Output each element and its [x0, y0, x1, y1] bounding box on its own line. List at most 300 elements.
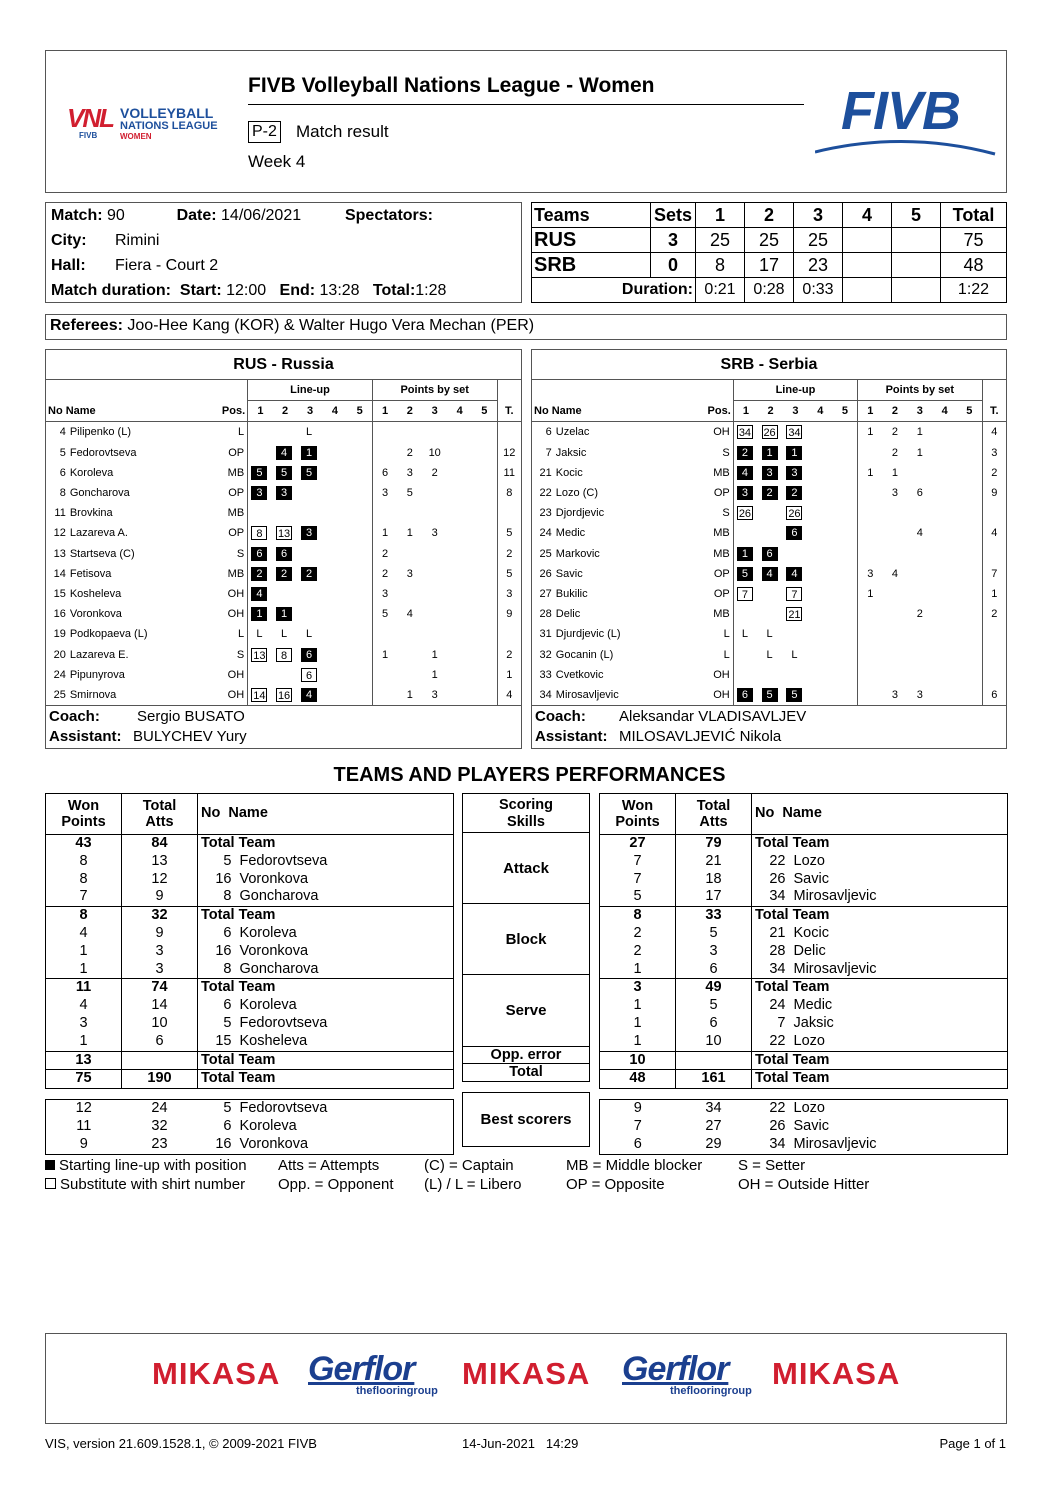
player-row [532, 644, 1006, 664]
player-row [532, 544, 1006, 564]
set-duration: 0:28 [745, 278, 794, 303]
set-points [957, 665, 982, 685]
lineup-cell [783, 644, 808, 664]
total-atts: 9 [122, 888, 198, 906]
lineup-cell [347, 503, 372, 523]
set-points [397, 584, 422, 604]
player-position: MB [713, 527, 730, 540]
player-number: 22 [769, 852, 786, 869]
player-position: OP [713, 567, 730, 580]
won-points: 1 [600, 961, 676, 979]
total-atts: 32 [122, 907, 198, 925]
set-points: 1 [406, 688, 413, 701]
player-row [600, 961, 1008, 979]
player-row [532, 483, 1006, 503]
lineup-cell [808, 463, 833, 483]
t-header: T. [989, 405, 999, 418]
player-number: 15 [198, 1033, 238, 1051]
set-points [472, 443, 497, 463]
substitute-number: 6 [301, 668, 317, 682]
doc-type: Match result [296, 122, 389, 141]
score-hdr-sets: Sets [651, 203, 696, 228]
won-points: 1 [600, 997, 676, 1015]
lineup-cell [733, 523, 758, 543]
total-points: 5 [506, 527, 513, 540]
player-name: Kosheleva [69, 587, 122, 600]
player-number: 23 [539, 507, 552, 520]
set-points [932, 503, 957, 523]
player-name: Bukilic [555, 587, 588, 600]
player-position: MB [227, 466, 245, 479]
substitute-number: 16 [277, 689, 291, 702]
starting-position: 5 [737, 567, 753, 581]
set-points [932, 564, 957, 584]
total-atts: 3 [676, 943, 752, 961]
opp-error-row [600, 1051, 1008, 1070]
player-row [46, 544, 521, 564]
lineup-cell [783, 624, 808, 644]
footer-date: 14-Jun-2021 14:29 [462, 1436, 579, 1451]
substitute-number: 34 [788, 427, 801, 440]
lineup-set-header: 4 [817, 405, 824, 418]
lineup-cell [833, 544, 858, 564]
lineup-cell [248, 422, 273, 443]
player-name: Koroleva [238, 925, 454, 943]
team-total-row [46, 907, 454, 925]
total-atts: 18 [676, 871, 752, 889]
lineup-cell [273, 685, 298, 706]
atts-label: Atts [699, 814, 728, 830]
player-row [600, 871, 1008, 889]
set-points [447, 604, 472, 624]
player-row [46, 644, 521, 664]
perf-rus [45, 793, 453, 1155]
opp-error-row [46, 1051, 454, 1070]
vnl-line2: NATIONS LEAGUE [120, 120, 218, 132]
player-number: 24 [53, 668, 66, 681]
duration-row [532, 278, 1007, 303]
player-row [46, 523, 521, 543]
blank-header [982, 380, 1006, 401]
set-points: 4 [891, 567, 898, 580]
won-points-header [600, 794, 676, 835]
player-row [46, 871, 454, 889]
score-set4 [843, 228, 892, 253]
perf-srb [599, 793, 1007, 1155]
starting-position: 5 [762, 688, 778, 702]
starting-position: 3 [276, 486, 292, 500]
assistant-row [532, 726, 1006, 746]
score-hdr-5: 5 [892, 203, 941, 228]
pos-header: Pos. [221, 405, 246, 418]
player-number: 21 [539, 466, 552, 479]
player-name: Kocic [792, 925, 1008, 943]
lineup-cell [248, 443, 273, 463]
set-points [858, 544, 883, 564]
player-number: 12 [53, 527, 66, 540]
lineup-cell [733, 544, 758, 564]
player-position: OH [227, 688, 245, 701]
won-points: 2 [600, 943, 676, 961]
player-name: Lozo [792, 1033, 1008, 1051]
total-points [497, 503, 521, 523]
coach-label: Coach: [535, 707, 586, 725]
set-points [447, 624, 472, 644]
set-points [447, 483, 472, 503]
set-points [472, 503, 497, 523]
set-points [397, 644, 422, 664]
player-position: S [236, 648, 245, 661]
total-atts: 10 [676, 1033, 752, 1051]
lineup-cell [248, 503, 273, 523]
set-points [397, 544, 422, 564]
lineup-cell [758, 483, 783, 503]
substitute-number: 7 [737, 587, 753, 601]
set-points [883, 584, 908, 604]
starting-position: 2 [737, 446, 753, 460]
lineup-cell [347, 584, 372, 604]
starting-position: 1 [251, 607, 267, 621]
duration-label: Match duration: [51, 281, 171, 299]
best-scorer-row [46, 1136, 454, 1154]
player-position: OH [227, 668, 245, 681]
lineup-set-header: 4 [331, 405, 338, 418]
player-name: Djurdjevic (L) [555, 628, 621, 641]
set-points: 3 [406, 567, 413, 580]
starting-position: 5 [251, 466, 267, 480]
set-points [447, 644, 472, 664]
player-name: Fedorovtseva [238, 853, 454, 871]
legend-text: (C) = Captain [424, 1157, 514, 1174]
player-row [600, 853, 1008, 871]
legend-text: S = Setter [738, 1157, 806, 1174]
won-points: 13 [46, 1051, 122, 1070]
total-points: 2 [506, 648, 513, 661]
lineup-cell [783, 422, 808, 443]
player-row [532, 624, 1006, 644]
title-underline [248, 104, 804, 105]
player-name: Startseva (C) [69, 547, 135, 560]
total-points: 1 [506, 668, 513, 681]
starting-position: 3 [301, 526, 317, 540]
set-points: 2 [916, 608, 923, 621]
player-number: 5 [223, 852, 232, 869]
set-points: 1 [891, 466, 898, 479]
lineup-cell [833, 685, 858, 706]
set-points: 3 [867, 567, 874, 580]
player-position: S [722, 446, 730, 459]
total-points: 1 [991, 587, 998, 600]
lineup-cell [833, 463, 858, 483]
points-set-header: 1 [382, 405, 389, 418]
set-points [957, 544, 982, 564]
score-row-rus [532, 228, 1007, 253]
player-row [532, 685, 1006, 706]
total-atts: 14 [122, 997, 198, 1015]
total-points [497, 624, 521, 644]
lineup-cell [733, 483, 758, 503]
legend-text: OH = Outside Hitter [738, 1176, 870, 1193]
lineup-cell [298, 604, 323, 624]
total-atts: 74 [122, 979, 198, 997]
libero-mark: L [281, 628, 288, 641]
lineup-cell [347, 685, 372, 706]
player-number: 26 [769, 870, 786, 887]
player-row [46, 604, 521, 624]
total-atts: 21 [676, 853, 752, 871]
lineup-cell [298, 624, 323, 644]
player-name: Goncharova [238, 961, 454, 979]
set-points [957, 624, 982, 644]
points-set-header: 4 [456, 405, 463, 418]
best-scorer-row [600, 1136, 1008, 1154]
player-row [46, 1033, 454, 1051]
mikasa-logo: MIKASA [462, 1356, 591, 1391]
gerflor-sub: theflooringroup [670, 1385, 752, 1397]
lineup-cell [298, 523, 323, 543]
set-points: 3 [431, 527, 438, 540]
end-time: 13:28 [319, 281, 360, 299]
set-points [932, 422, 957, 443]
total-points: 8 [506, 487, 513, 500]
blank-header [532, 380, 733, 401]
set-points [422, 422, 447, 443]
lineup-cell [248, 665, 273, 685]
player-row [46, 888, 454, 906]
substitute-number: 21 [788, 609, 801, 622]
player-name: Mirosavljevic [555, 688, 619, 701]
total-atts: 5 [676, 997, 752, 1015]
player-position: L [723, 628, 730, 641]
set-points [422, 503, 447, 523]
set-points [883, 644, 908, 664]
total-team-label: Total Team [752, 835, 1008, 853]
lineup-cell [733, 503, 758, 523]
lineup-cell [758, 584, 783, 604]
lineup-cell [808, 564, 833, 584]
substitute-number: 26 [788, 508, 801, 521]
set-points: 1 [431, 668, 438, 681]
set-points [422, 584, 447, 604]
won-points: 1 [600, 1033, 676, 1051]
skill-attack: Attack [462, 833, 590, 904]
player-position: OP [228, 446, 245, 459]
player-position: OP [228, 487, 245, 500]
legend [45, 1157, 1007, 1197]
grand-total-row [46, 1070, 454, 1089]
score-total: 48 [941, 253, 1007, 278]
lineup-cell [347, 463, 372, 483]
set-points: 1 [916, 426, 923, 439]
set-points [932, 644, 957, 664]
roster-rus [45, 349, 522, 749]
lineup-cell [298, 443, 323, 463]
starting-position: 6 [276, 547, 292, 561]
lineup-cell [758, 544, 783, 564]
set-points: 2 [406, 446, 413, 459]
gerflor-name: Gerflor [308, 1350, 415, 1388]
lineup-cell [273, 584, 298, 604]
won-points: 11 [46, 979, 122, 997]
set-points [447, 443, 472, 463]
lineup-cell [733, 564, 758, 584]
score-hdr-teams: Teams [532, 203, 651, 228]
set-points [907, 644, 932, 664]
lineup-cell [758, 665, 783, 685]
lineup-cell [758, 604, 783, 624]
won-points: 11 [76, 1117, 92, 1134]
player-number: 16 [215, 1135, 232, 1152]
points-label: Points [615, 814, 660, 830]
lineup-cell [248, 624, 273, 644]
player-position: OH [713, 688, 730, 701]
roster-table [532, 350, 1006, 746]
player-position: OP [228, 527, 245, 540]
libero-mark: L [256, 628, 263, 641]
lineup-cell [733, 685, 758, 706]
total-points: 2 [991, 466, 998, 479]
score-header-row [532, 203, 1007, 228]
lineup-cell [273, 443, 298, 463]
starting-position: 6 [762, 547, 778, 561]
player-number: 5 [223, 1100, 232, 1117]
player-row [46, 422, 521, 443]
player-row [46, 584, 521, 604]
set-points [858, 503, 883, 523]
total-team-label: Total Team [752, 1051, 1008, 1070]
set-duration: 0:33 [794, 278, 843, 303]
total-team-label: Total Team [198, 979, 454, 997]
set-points [858, 443, 883, 463]
player-name: Podkopaeva (L) [69, 628, 148, 641]
player-name: Savic [555, 567, 583, 580]
player-name: Delic [792, 943, 1008, 961]
player-name: Jaksic [555, 446, 587, 459]
set-points [957, 463, 982, 483]
player-number: 27 [539, 587, 552, 600]
set-points [472, 685, 497, 706]
total-points [982, 644, 1006, 664]
total-atts-header [122, 794, 198, 835]
set-points [447, 564, 472, 584]
substitute-number: 14 [253, 689, 266, 702]
set-points [858, 604, 883, 624]
score-set2: 25 [745, 228, 794, 253]
starting-position: 6 [737, 688, 753, 702]
lineup-cell [322, 665, 347, 685]
lineup-cell [833, 624, 858, 644]
total-points: 3 [991, 446, 998, 459]
vnl-logo [67, 103, 237, 143]
player-number: 13 [53, 547, 66, 560]
set-duration [843, 278, 892, 303]
won-points: 2 [600, 925, 676, 943]
lineup-cell [783, 483, 808, 503]
set-points: 5 [406, 487, 413, 500]
score-hdr-1: 1 [696, 203, 745, 228]
total-atts: 33 [676, 907, 752, 925]
set-points [883, 604, 908, 624]
lineup-cell [273, 483, 298, 503]
player-position: S [722, 507, 730, 520]
coach-name: Aleksandar VLADISAVLJEV [619, 707, 807, 725]
player-row [46, 483, 521, 503]
won-points: 7 [46, 888, 122, 906]
player-number: 15 [53, 587, 66, 600]
set-points [932, 544, 957, 564]
set-points [907, 544, 932, 564]
performance-title: TEAMS AND PLAYERS PERFORMANCES [333, 764, 726, 786]
lineup-cell [758, 503, 783, 523]
player-number: 33 [539, 668, 552, 681]
vnl-mark: VNL [67, 103, 113, 133]
set-points [957, 584, 982, 604]
won-points-header [46, 794, 122, 835]
set-points: 1 [406, 527, 413, 540]
lineup-cell [833, 523, 858, 543]
lineup-cell [322, 503, 347, 523]
hall-label: Hall: [51, 256, 86, 274]
player-number: 6 [59, 466, 66, 479]
total-atts: 9 [122, 925, 198, 943]
legend-text: Opp. = Opponent [278, 1176, 394, 1193]
skill-best-scorers: Best scorers [462, 1092, 590, 1147]
spectators-label: Spectators: [344, 206, 434, 224]
won-points: 1 [46, 961, 122, 979]
player-name: Mirosavljevic [792, 888, 1008, 906]
player-row [46, 1015, 454, 1033]
filled-square-icon [45, 1160, 55, 1170]
lineup-header: Line-up [248, 380, 373, 401]
player-number: 31 [539, 628, 552, 641]
page-title: FIVB Volleyball Nations League - Women [248, 74, 655, 97]
won-points: 4 [46, 925, 122, 943]
total-atts: 6 [676, 961, 752, 979]
set-points [932, 624, 957, 644]
player-name: Lazareva A. [69, 527, 128, 540]
starting-position: 1 [737, 547, 753, 561]
player-name: Voronkova [238, 871, 454, 889]
player-position: OP [713, 587, 730, 600]
starting-position: 6 [251, 547, 267, 561]
set-points [472, 422, 497, 443]
vnl-fivb-sub: FIVB [79, 131, 98, 140]
player-number: 7 [545, 446, 552, 459]
lineup-cell [298, 503, 323, 523]
total-atts: 13 [122, 853, 198, 871]
lineup-cell [273, 665, 298, 685]
set-points [372, 443, 397, 463]
set-points [932, 463, 957, 483]
total-points [497, 422, 521, 443]
lineup-cell [733, 443, 758, 463]
score-team: RUS [532, 228, 651, 253]
player-row [46, 961, 454, 979]
player-row [46, 943, 454, 961]
lineup-cell [298, 665, 323, 685]
set-points [472, 544, 497, 564]
lineup-cell [808, 443, 833, 463]
lineup-set-header: 5 [833, 401, 858, 422]
lineup-cell [322, 443, 347, 463]
set-points [957, 483, 982, 503]
player-row [600, 1033, 1008, 1051]
starting-position: 3 [251, 486, 267, 500]
player-name: Mirosavljevic [793, 1135, 877, 1152]
set-points [907, 564, 932, 584]
set-points [472, 584, 497, 604]
total-points: 5 [506, 567, 513, 580]
